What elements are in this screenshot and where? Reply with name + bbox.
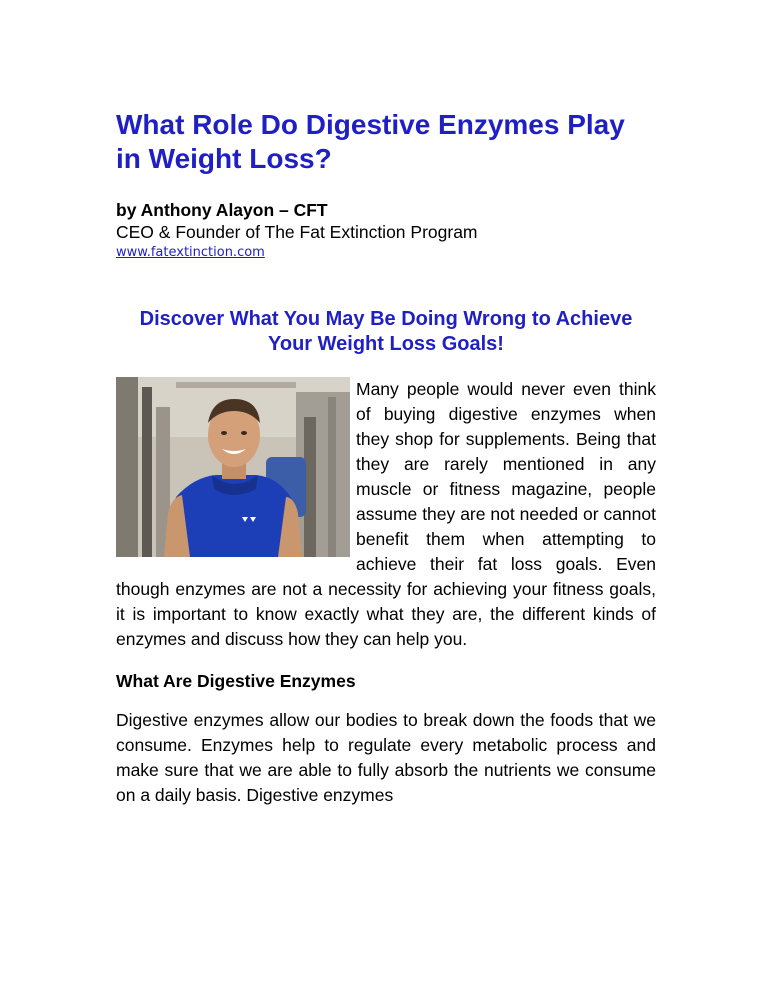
- website-link[interactable]: www.fatextinction.com: [116, 245, 265, 260]
- subheading: Discover What You May Be Doing Wrong to Achieve Your Weight Loss Goals!: [139, 308, 633, 355]
- section-paragraph: Digestive enzymes allow our bodies to break down the foods that we consume. Enzymes help to regulate every metabolic process and make sure that we are able to fully absorb the nutrients we consume on a daily basis. Digestive enzymes: [116, 710, 656, 805]
- document-page: [116, 108, 656, 808]
- author-role: CEO & Founder of The Fat Extinction Program: [116, 222, 478, 242]
- intro-paragraph: Many people would never even think of buying digestive enzymes when they shop for supplements. Being that they are rarely mentioned in any muscle or fitness magazine, people assume they are not needed or cannot benefit them when attempting to achieve their fat loss goals. Even though enzymes are not a necessity for achieving your fitness goals, it is important to know exactly what they are, the different kinds of enzymes and discuss how they can help you.: [116, 379, 656, 649]
- intro-section: [116, 377, 656, 652]
- author-photo: [116, 377, 350, 557]
- document-title: What Role Do Digestive Enzymes Play in Weight Loss?: [116, 109, 625, 174]
- section-heading: What Are Digestive Enzymes: [116, 671, 356, 691]
- author-byline: by Anthony Alayon – CFT: [116, 200, 328, 220]
